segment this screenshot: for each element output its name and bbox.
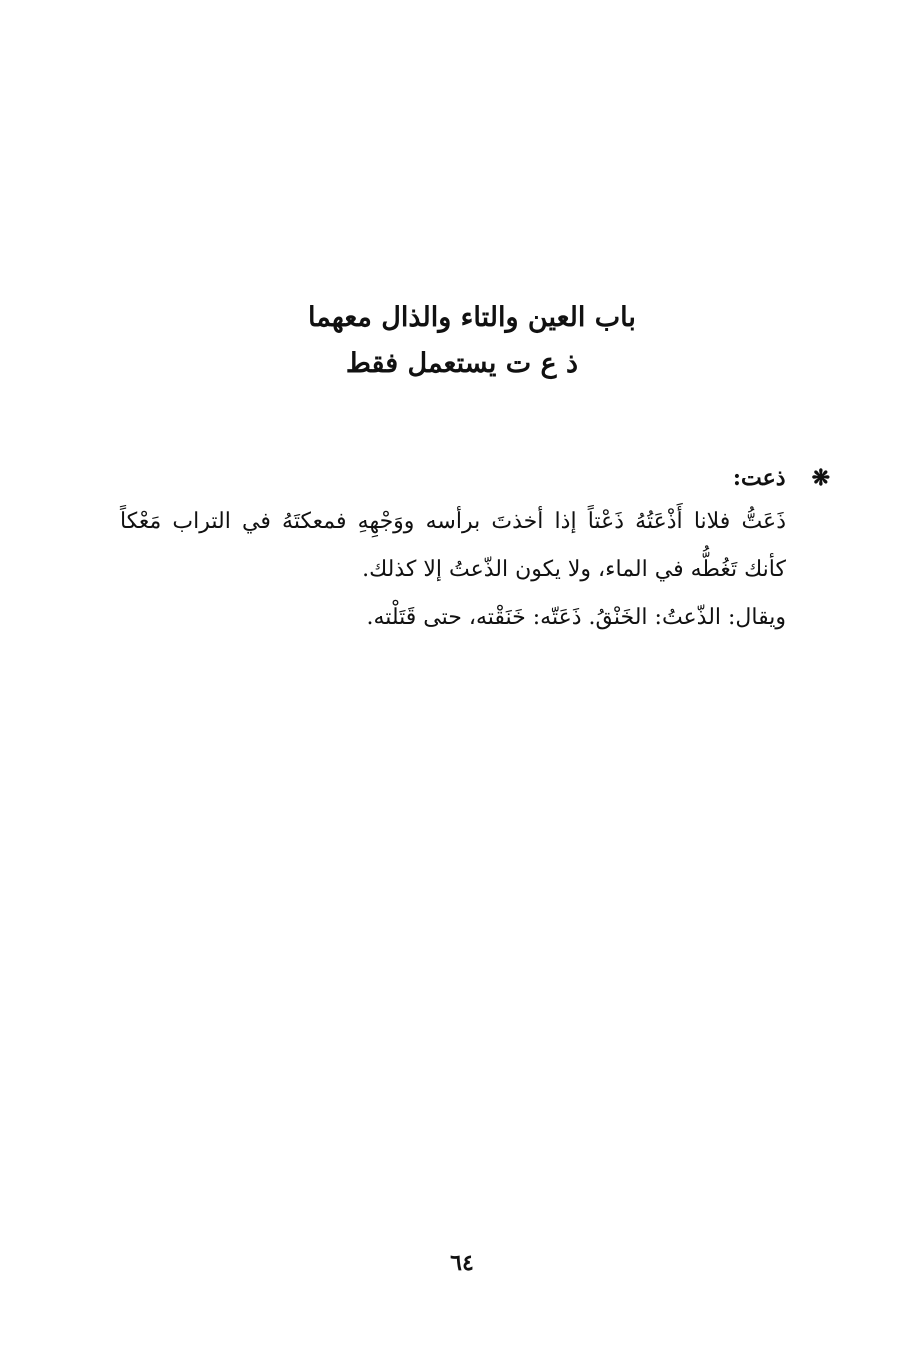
dictionary-entry bbox=[120, 458, 830, 642]
entry-heading bbox=[120, 458, 830, 498]
page-number: ٦٤ bbox=[450, 1250, 474, 1276]
entry-paragraph-2: ويقال: الذّعتُ: الخَنْقُ. ذَعَتّه: خَنَقْته، حتى قَتَلْته. bbox=[366, 605, 786, 630]
entry-headword: ذعت: bbox=[732, 465, 786, 491]
chapter-title: باب العين والتاء والذال معهما bbox=[308, 302, 636, 333]
entry-paragraph-1: ذَعَتُّ فلانا أَذْعَتُهُ ذَعْتاً إذا أخذتَ برأسه ووَجْهِهِ فمعكتَهُ في التراب مَعْكاً كأنك تَغُطُّه في الماء، ولا يكون الذّعتُ إلا كذلك. bbox=[120, 509, 786, 582]
asterisk-icon: ❋ bbox=[811, 465, 830, 491]
chapter-subtitle: ذ ع ت يستعمل فقط bbox=[345, 348, 579, 379]
chapter-heading bbox=[0, 298, 924, 384]
